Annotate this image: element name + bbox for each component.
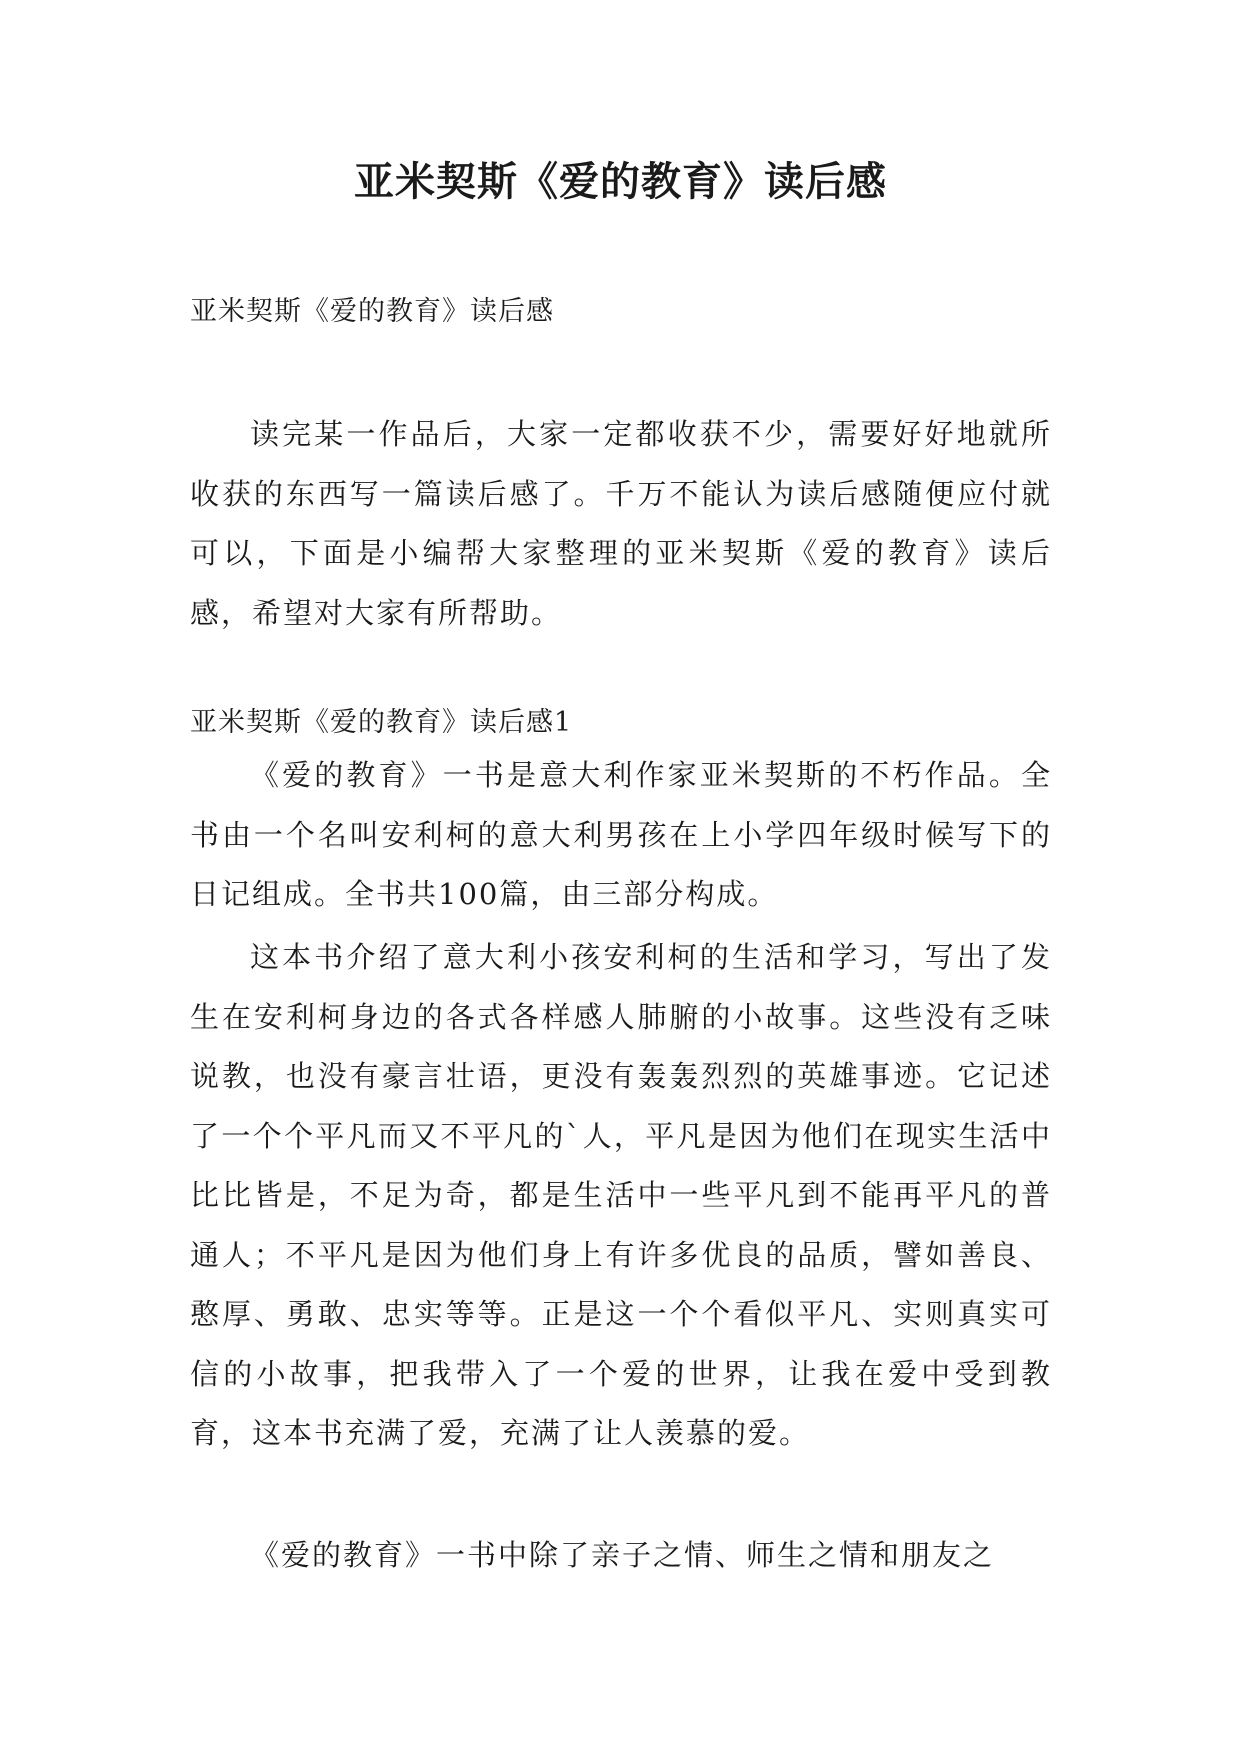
document-subtitle: 亚米契斯《爱的教育》读后感: [190, 296, 554, 327]
section-heading: 亚米契斯《爱的教育》读后感1: [190, 707, 573, 738]
intro-paragraph: 读完某一作品后，大家一定都收获不少，需要好好地就所收获的东西写一篇读后感了。千万不能认为读后感随便应付就可以，下面是小编帮大家整理的亚米契斯《爱的教育》读后感，希望对大家有所帮助。: [190, 417, 1052, 630]
body-paragraph-1: 《爱的教育》一书是意大利作家亚米契斯的不朽作品。全书由一个名叫安利柯的意大利男孩在上小学四年级时候写下的日记组成。全书共100篇，由三部分构成。: [190, 758, 1052, 911]
body-paragraph-2: 这本书介绍了意大利小孩安利柯的生活和学习，写出了发生在安利柯身边的各式各样感人肺腑的小故事。这些没有乏味说教，也没有豪言壮语，更没有轰轰烈烈的英雄事迹。它记述了一个个平凡而又不平凡的`人，平凡是因为他们在现实生活中比比皆是，不足为奇，都是生活中一些平凡到不能再平凡的普通人；不平凡是因为他们身上有许多优良的品质，譬如善良、憨厚、勇敢、忠实等等。正是这一个个看似平凡、实则真实可信的小故事，把我带入了一个爱的世界，让我在爱中受到教育，这本书充满了爱，充满了让人羡慕的爱。: [190, 940, 1052, 1450]
body-paragraph-3: 《爱的教育》一书中除了亲子之情、师生之情和朋友之: [250, 1538, 995, 1572]
document-title: 亚米契斯《爱的教育》读后感: [354, 159, 887, 205]
